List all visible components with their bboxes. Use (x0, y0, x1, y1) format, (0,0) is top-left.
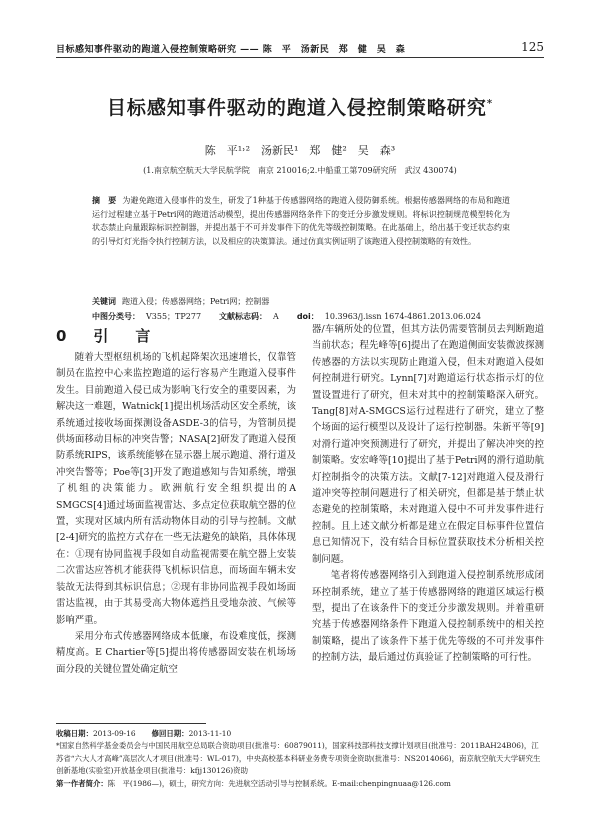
clc-label: 中图分类号： (92, 312, 140, 321)
body-right-column (312, 322, 544, 722)
body-left-column (56, 350, 296, 720)
funding-note: *国家自然科学基金委员会与中国民用航空总局联合资助项目(批准号：60879011)，国家科技部科技支撑计划项目(批准号：2011BAH24B06)，江苏省“六大人才高峰”高层次人才项目(批准号：WL-017)，中央高校基本科研业务费专项资金资助(批准号：NS2014066)，南京航空航天大学研究生创新基地(实验室)开放基金项目(批准号：kfjj130126)资助 (56, 741, 541, 776)
running-title: 目标感知事件驱动的跑道入侵控制策略研究 —— 陈 平 汤新民 郑 健 吴 森 (56, 45, 406, 55)
classification-line (92, 311, 522, 322)
affiliation: (1.南京航空航天大学民航学院 南京 210016;2.中船重工第709研究所 武汉 430074) (143, 166, 457, 175)
received-date: 2013-09-16 (92, 729, 136, 738)
body-paragraph: 器/车辆所处的位置，但其方法仍需要管制员去判断跑道当前状态；程先峰等[6]提出了在跑道侧面安装微波探测传感器的方法以实现防止跑道入侵，但未对跑道入侵如何控制进行研究。Lynn[7]对跑道运行状态指示灯的位置设置进行了研究，但未对其中的控制策略深入研究。Tang[8]对A-SMGCS运行过程进行了研究，建立了整个场面的运行模型以及设计了运行控制器。朱新平等[9]对滑行道冲突预测进行了研究，并提出了解决冲突的控制策略。安宏峰等[10]提出了基于Petri网的滑行道助航灯控制指令的决策方法。文献[7-12]对跑道入侵及滑行道冲突等控制问题进行了相关研究，但都是基于禁止状态避免的控制策略，未对跑道入侵中不可并发事件进行控制。且上述文献分析都是建立在假定目标事件位置信息已知情况下，没有结合目标位置获取技术分析相关控制问题。 (312, 324, 544, 565)
dates-line (56, 728, 544, 740)
abstract-text: 为避免跑道入侵事件的发生，研发了1种基于传感器网络的跑道入侵防御系统。根据传感器网络的布局和跑道运行过程建立基于Petri网的跑道活动模型，提出传感器网络条件下的变迁分步激发规则。将标识控制规范模型转化为状态禁止向量跟踪标识控制器，并提出基于不可并发事件下的优先等级控制策略。在此基础上，给出基于变迁状态约束的引导灯灯光指令执行控制方法，以及相应的决策算法。通过仿真实例证明了该跑道入侵控制策略的有效性。 (92, 196, 510, 246)
body-paragraph: 随着大型枢纽机场的飞机起降架次迅速增长，仅靠管制员在监控中心来监控跑道的运行容易产生跑道入侵事件发生。目前跑道入侵已成为影响飞行安全的重要因素，为解决这一难题，Watnick[1]提出机场活动区安全系统，该系统通过接收场面探测设备ASDE-3的信号，为管制员提供场面移动目标的冲突告警；NASA[2]研发了跑道入侵预防系统RIPS，该系统能够在显示器上展示跑道、滑行道及冲突告警等；Poe等[3]开发了跑道感知与告知系统，增强了机组的决策能力。欧洲航行安全组织提出的A SMGCS[4]通过场面监视雷达、多点定位获取航空器的位置，实现对区域内所有活动物体目动的引导与控制。文献[2-4]研究的监控方式存在一些无法避免的缺陷，具体体现在：①现有协同监视手段如自动监视需要在航空器上安装二次雷达应答机才能获得飞机标识信息，而场面车辆未安装故无法得到其标识信息；②现有非协同监视手段如场面雷达监视，由于其易受高大物体遮挡且受地杂波、气候等影响严重。 (56, 352, 296, 626)
footnotes (56, 728, 544, 790)
doi-value: 10.3963/j.issn 1674-4861.2013.06.024 (324, 312, 481, 321)
keywords-text: 跑道入侵；传感器网络；Petri网；控制器 (122, 297, 270, 306)
received-label: 收稿日期： (56, 729, 93, 738)
clc-value: V355；TP277 (146, 312, 202, 321)
abstract (92, 194, 510, 248)
paper-title-text: 目标感知事件驱动的跑道入侵控制策略研究 (106, 97, 487, 119)
funding-mark: * (486, 98, 494, 110)
keywords-label: 关键词 (92, 297, 116, 306)
paper-title (0, 93, 600, 120)
author-list: 陈 平¹˒² 汤新民¹ 郑 健² 吴 森³ (204, 144, 396, 157)
first-author-note (56, 778, 544, 790)
doi-label: doi： (296, 312, 319, 321)
doc-code-value: A (273, 312, 279, 321)
running-header (56, 40, 544, 58)
section-heading: 0 引 言 (56, 327, 157, 345)
revised-date: 2013-11-10 (188, 729, 232, 738)
keywords (92, 296, 510, 307)
first-author-text: 陈 平(1986—)，硕士，研究方向：先进航空活动引导与控制系统。E-mail:chenpingnuaa@126.com (107, 778, 451, 788)
revised-label: 修回日期： (151, 729, 189, 738)
body-paragraph: 笔者将传感器网络引入到跑道入侵控制系统形成闭环控制系统，建立了基于传感器网络的跑道区域运行模型，提出了在该条件下的变迁分步激发规则。并着重研究基于传感器网络条件下跑道入侵控制系统中的相关控制策略，提出了该条件下基于优先等级的不可并发事件的控制方法，最后通过仿真验证了控制策略的可行性。 (312, 570, 544, 664)
body-paragraph: 采用分布式传感器网络成本低廉，布设难度低，探测精度高。E Chartier等[5]提出将传感器固安装在机场场面分段的关键位置处确定航空 (56, 630, 296, 675)
abstract-label: 摘 要 (92, 196, 117, 205)
doc-code-label: 文献标志码： (219, 312, 268, 321)
footnote-rule (56, 723, 206, 724)
page-number: 125 (521, 40, 544, 54)
first-author-label: 第一作者简介： (56, 778, 108, 788)
